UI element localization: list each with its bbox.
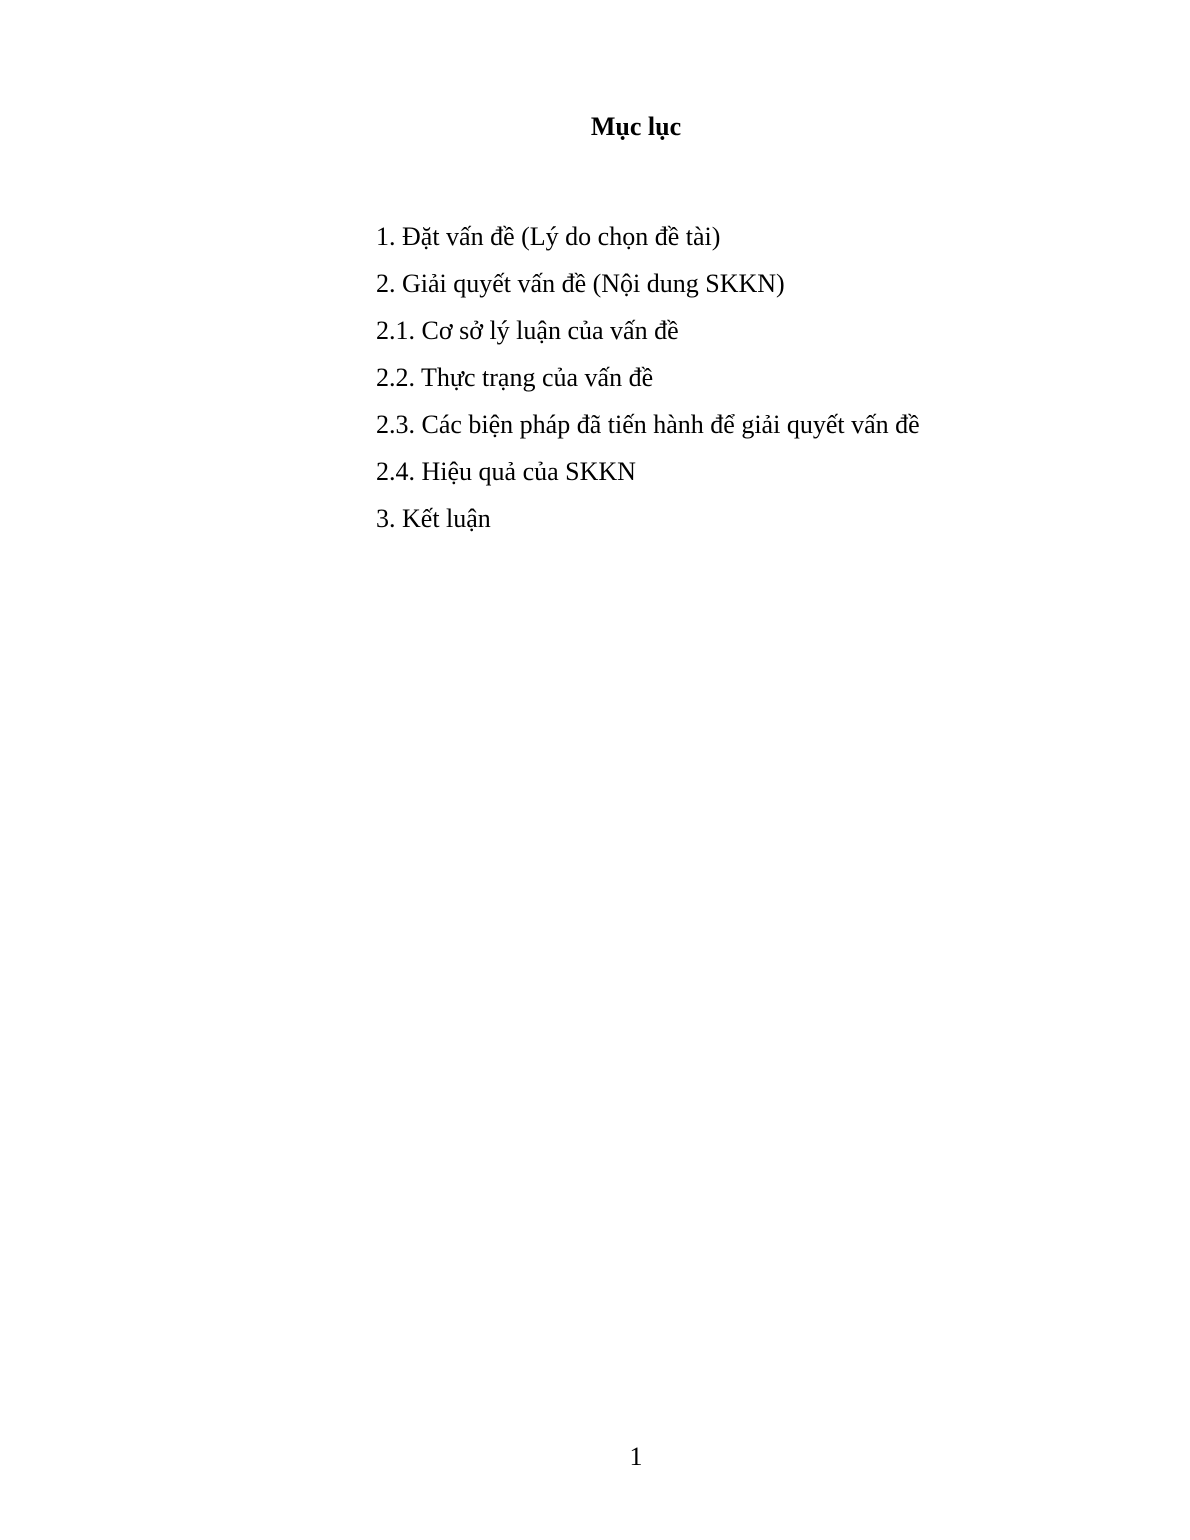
page-title: Mục lục	[590, 112, 682, 141]
page-number: 1	[629, 1442, 643, 1471]
table-of-contents	[376, 220, 920, 549]
toc-item-2-4: 2.4. Hiệu quả của SKKN	[376, 457, 636, 486]
toc-item-2-3: 2.3. Các biện pháp đã tiến hành để giải quyết vấn đề	[376, 410, 920, 439]
toc-item-2: 2. Giải quyết vấn đề (Nội dung SKKN)	[376, 269, 785, 298]
toc-item-3: 3. Kết luận	[376, 504, 491, 533]
toc-item-1: 1. Đặt vấn đề (Lý do chọn đề tài)	[376, 222, 721, 251]
toc-item-2-1: 2.1. Cơ sở lý luận của vấn đề	[376, 316, 679, 345]
toc-item-2-2: 2.2. Thực trạng của vấn đề	[376, 363, 654, 392]
